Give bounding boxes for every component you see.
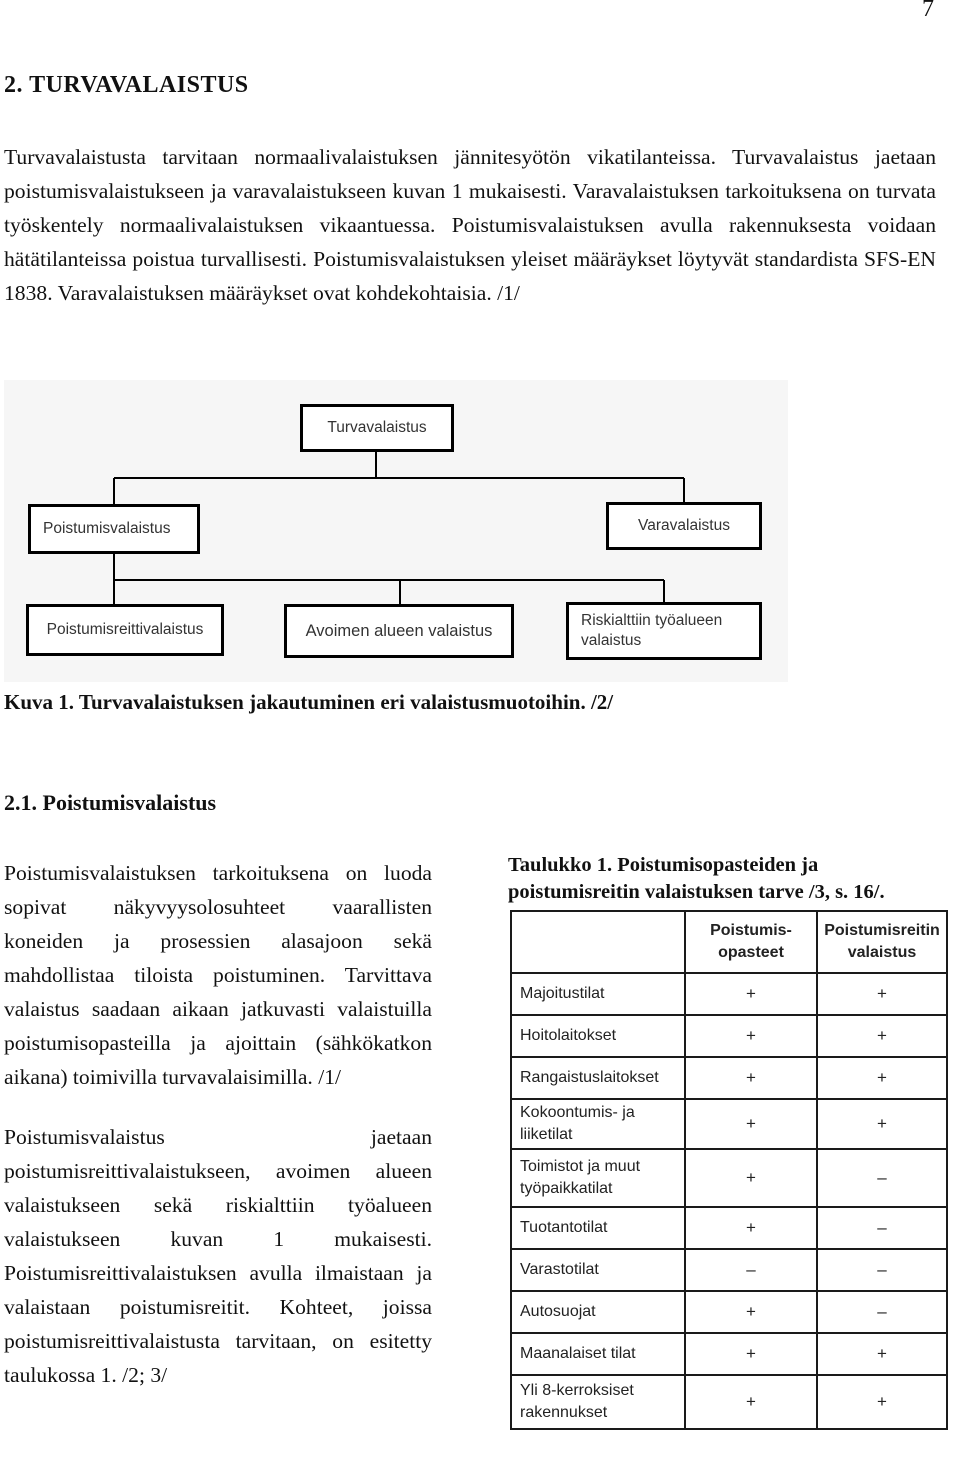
- table-cell-opasteet: +: [685, 1099, 817, 1149]
- table-row: [511, 1207, 947, 1249]
- page-number: 7: [922, 0, 934, 22]
- table-cell-opasteet: +: [685, 973, 817, 1015]
- table-row: [511, 1099, 947, 1149]
- table-cell-reitin-valaistus: +: [817, 973, 947, 1015]
- diagram-box-turvavalaistus: Turvavalaistus: [300, 404, 454, 452]
- body-text-column: [4, 856, 432, 1418]
- table-row-label: Kokoontumis- ja liiketilat: [511, 1099, 685, 1149]
- subsection-heading: 2.1. Poistumisvalaistus: [4, 790, 217, 815]
- table-row: [511, 1149, 947, 1207]
- table-row-label: Varastotilat: [511, 1249, 685, 1291]
- table-header-reitin-valaistus: Poistumisreitin valaistus: [817, 911, 947, 973]
- diagram-box-varavalaistus: Varavalaistus: [606, 502, 762, 550]
- table-cell-opasteet: +: [685, 1333, 817, 1375]
- table-row-label: Maanalaiset tilat: [511, 1333, 685, 1375]
- table-row-label: Tuotantotilat: [511, 1207, 685, 1249]
- diagram-box-riskialttiin-tyoalueen-valaistus: Riskialttiin työalueen valaistus: [566, 602, 762, 660]
- table-cell-reitin-valaistus: +: [817, 1057, 947, 1099]
- table-row-label: Yli 8-kerroksiset rakennukset: [511, 1375, 685, 1429]
- lighting-hierarchy-diagram: [4, 380, 788, 682]
- requirements-table: [510, 910, 948, 1430]
- table-cell-opasteet: +: [685, 1057, 817, 1099]
- paragraph-division: Poistumisvalaistus jaetaan poistumisreittivalaistukseen, avoimen alueen valaistukseen sekä riskialttiin työalueen valaistukseen kuvan 1 mukaisesti. Poistumisreittivalaistuksen avulla ilmaistaan ja valaistaan poistumisreitit. Kohteet, joissa poistumisreittivalaistusta tarvitaan, on esitetty taulukossa 1. /2; 3/: [4, 1125, 432, 1387]
- table-row: [511, 1015, 947, 1057]
- table-cell-reitin-valaistus: –: [817, 1249, 947, 1291]
- table-header-opasteet: Poistumis-opasteet: [685, 911, 817, 973]
- table-cell-reitin-valaistus: –: [817, 1291, 947, 1333]
- table-row: [511, 973, 947, 1015]
- table-cell-reitin-valaistus: +: [817, 1375, 947, 1429]
- table-header-blank: [511, 911, 685, 973]
- table-row: [511, 1249, 947, 1291]
- table-row-label: Autosuojat: [511, 1291, 685, 1333]
- section-heading: 2. TURVAVALAISTUS: [4, 72, 249, 98]
- table-cell-reitin-valaistus: –: [817, 1149, 947, 1207]
- diagram-box-poistumisvalaistus: Poistumisvalaistus: [28, 504, 200, 554]
- table-row: [511, 1057, 947, 1099]
- table-cell-opasteet: +: [685, 1291, 817, 1333]
- table-cell-opasteet: +: [685, 1149, 817, 1207]
- diagram-box-poistumisreittivalaistus: Poistumisreittivalaistus: [26, 604, 224, 656]
- table-caption: Taulukko 1. Poistumisopasteiden ja poistumisreitin valaistuksen tarve /3, s. 16/.: [508, 854, 885, 903]
- table-row-label: Majoitustilat: [511, 973, 685, 1015]
- table-row-label: Hoitolaitokset: [511, 1015, 685, 1057]
- table-row: [511, 1333, 947, 1375]
- table-cell-reitin-valaistus: –: [817, 1207, 947, 1249]
- table-body: [511, 973, 947, 1429]
- table-cell-opasteet: +: [685, 1207, 817, 1249]
- intro-text: [4, 140, 936, 310]
- table-cell-reitin-valaistus: +: [817, 1333, 947, 1375]
- table-cell-opasteet: –: [685, 1249, 817, 1291]
- table-cell-opasteet: +: [685, 1375, 817, 1429]
- paragraph-purpose: Poistumisvalaistuksen tarkoituksena on luoda sopivat näkyvyysolosuhteet vaarallisten koneiden ja prosessien alasajoon sekä mahdollistaa tiloista poistuminen. Tarvittava valaistus saadaan aikaan jatkuvasti valaistuilla poistumisopasteilla ja ajoittain (sähkökatkon aikana) toimivilla turvavalaisimilla. /1/: [4, 861, 432, 1089]
- intro-paragraph: Turvavalaistusta tarvitaan normaalivalaistuksen jännitesyötön vikatilanteissa. Turvavalaistus jaetaan poistumisvalaistukseen ja varavalaistukseen kuvan 1 mukaisesti. Varavalaistuksen tarkoituksena on turvata työskentely normaalivalaistuksen vikaantuessa. Poistumisvalaistuksen avulla rakennuksesta voidaan hätätilanteissa poistua turvallisesti. Poistumisvalaistuksen yleiset määräykset löytyvät standardista SFS-EN 1838. Varavalaistuksen määräykset ovat kohdekohtaisia. /1/: [4, 145, 936, 305]
- table-row: [511, 1375, 947, 1429]
- table-row: [511, 1291, 947, 1333]
- table-row-label: Toimistot ja muut työpaikkatilat: [511, 1149, 685, 1207]
- table-cell-reitin-valaistus: +: [817, 1099, 947, 1149]
- diagram-box-avoimen-alueen-valaistus: Avoimen alueen valaistus: [284, 604, 514, 658]
- table-cell-opasteet: +: [685, 1015, 817, 1057]
- figure-caption: Kuva 1. Turvavalaistuksen jakautuminen eri valaistusmuotoihin. /2/: [4, 690, 614, 714]
- table-row-label: Rangaistuslaitokset: [511, 1057, 685, 1099]
- table-cell-reitin-valaistus: +: [817, 1015, 947, 1057]
